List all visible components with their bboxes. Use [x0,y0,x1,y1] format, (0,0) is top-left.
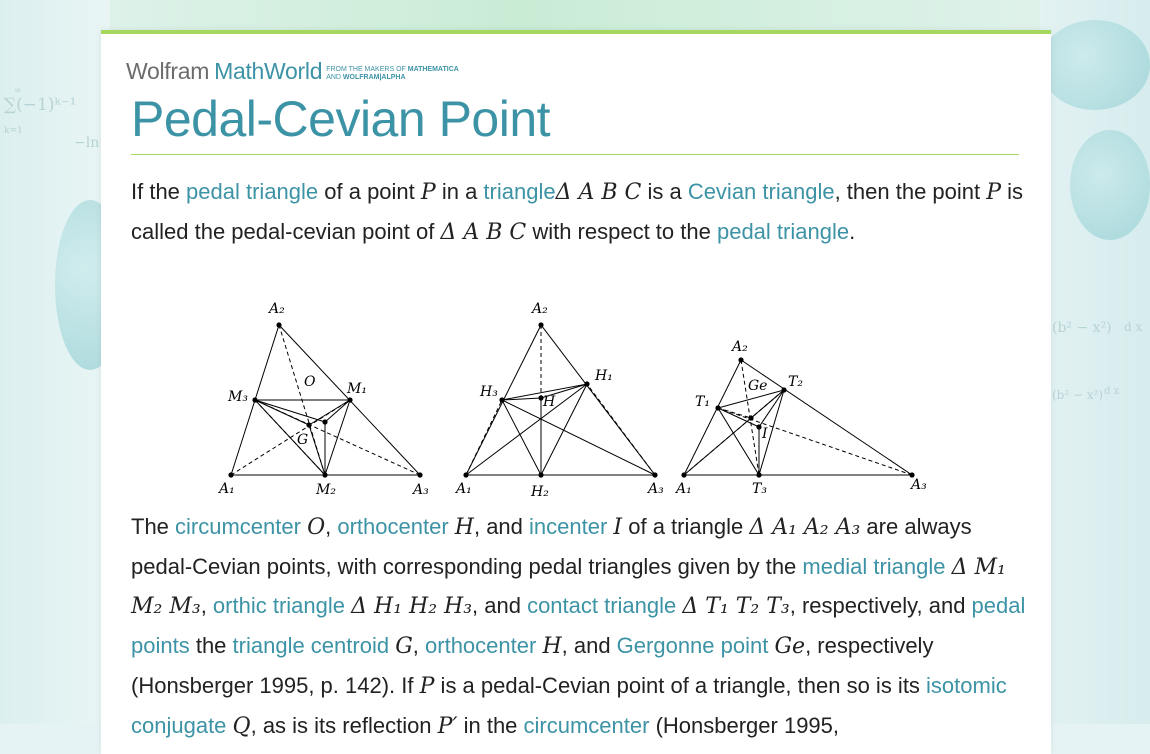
label-right-a1: A₁ [676,481,692,497]
link-gergonne-point[interactable]: Gergonne point [616,633,769,659]
title-divider [131,154,1019,155]
label-left-a2: A₂ [269,301,285,317]
math-triangle-t: Δ T₁ T₂ T₃ [682,594,790,620]
link-circumcenter[interactable]: circumcenter [523,712,650,738]
body-paragraph: The circumcenter O, orthocenter H, and incenter I of a triangle Δ A₁ A₂ A₃ are always pedal-Cevian points, with corresponding pedal triangles given by the medial triangle Δ M₁ M₂ M₃, orthic triangle Δ H₁ H₂ H₃, and contact triangle Δ T₁ T₂ T₃, respectively, and pedal points the triangle centroid G, orthocenter H, and Gergonne point Ge, respectively (Honsberger 1995, p. 142). If P is a pedal-Cevian point of a triangle, then so is its isotomic conjugate Q, as is its reflection P′ in the circumcenter (Honsberger 1995, [131,514,1026,739]
background-formula: d x [1124,320,1143,334]
label-right-t1: T₁ [695,394,710,410]
label-mid-h2: H₂ [531,484,549,500]
label-mid-a3: A₃ [648,481,664,497]
decorative-surface-shape [1040,20,1150,110]
math-o: O [307,515,326,540]
label-mid-h1: H₁ [595,368,613,384]
link-circumcenter[interactable]: circumcenter [175,514,301,539]
math-h: H [542,634,562,660]
background-formula: (b² − x²) [1052,388,1104,402]
logo-tagline: FROM THE MAKERS OF MATHEMATICA AND WOLFRAM|ALPHA [326,66,459,81]
label-mid-h: H [543,394,556,410]
mathworld-logo[interactable] [126,59,459,85]
label-right-a2: A₂ [732,339,748,355]
math-triangle-m: Δ M₁ M₂ M₃ [131,554,1006,620]
pedal-cevian-figure [211,266,941,500]
label-right-t3: T₃ [752,481,767,497]
decorative-surface-shape [1070,130,1150,240]
background-formula: (b² − x²) [1052,320,1112,336]
math-triangle-a: Δ A₁ A₂ A₃ [749,515,861,540]
link-triangle-centroid[interactable]: triangle centroid [232,633,390,659]
link-pedal-triangle[interactable]: pedal triangle [186,179,319,204]
label-left-m3: M₃ [228,389,248,405]
label-mid-a2: A₂ [532,301,548,317]
background-top-band [0,0,1150,32]
page-title: Pedal-Cevian Point [131,91,551,147]
intro-paragraph: If the pedal triangle of a point P in a triangleΔ A B C is a Cevian triangle, then the point P is called the pedal-cevian point of Δ A B C with respect to the pedal triangle. [131,179,1024,245]
link-medial-triangle[interactable]: medial triangle [802,553,946,579]
label-right-ge: Ge [748,378,768,394]
math-p-prime: P′ [437,713,458,739]
link-cevian-triangle[interactable]: Cevian triangle [687,179,835,204]
math-triangle-abc: Δ A B C [555,180,642,205]
logo-mathworld: MathWorld [214,58,323,84]
math-triangle-abc: Δ A B C [440,219,527,245]
link-triangle[interactable]: triangle [483,179,556,204]
math-q: Q [232,713,251,739]
logo-wolfram: Wolfram [126,58,210,84]
math-triangle-h: Δ H₁ H₂ H₃ [351,594,473,620]
link-orthic-triangle[interactable]: orthic triangle [212,593,345,619]
math-p: P [419,673,435,699]
background-formula: ∞ [14,86,22,96]
label-right-i: I [762,426,768,442]
math-g: G [395,634,413,660]
math-h: H [454,515,474,540]
label-left-m1: M₁ [347,381,367,397]
label-mid-h3: H₃ [480,384,498,400]
link-isotomic-conjugate[interactable]: isotomic conjugate [131,672,1007,738]
link-contact-triangle[interactable]: contact triangle [527,593,677,619]
label-left-a3: A₃ [413,482,429,498]
link-orthocenter[interactable]: orthocenter [425,633,537,659]
background-formula: ∑(−1)ᵏ⁻¹ [4,95,77,115]
background-formula: k=1 [4,126,23,136]
link-incenter[interactable]: incenter [529,514,608,539]
label-left-m2: M₂ [316,482,336,498]
math-p: P [420,180,436,205]
label-left-o: O [304,374,316,390]
label-right-a3: A₃ [911,477,927,493]
background-formula: d x [1104,386,1120,397]
link-pedal-triangle[interactable]: pedal triangle [716,218,850,244]
math-i: I [613,515,623,540]
label-left-a1: A₁ [219,481,235,497]
label-mid-a1: A₁ [456,481,472,497]
link-orthocenter[interactable]: orthocenter [337,514,449,539]
label-right-t2: T₂ [788,374,803,390]
math-p: P [986,180,1002,205]
background-formula: −ln [74,135,100,151]
link-pedal-points[interactable]: pedal points [131,593,1026,659]
math-ge: Ge [774,634,806,660]
content-card [101,30,1051,754]
label-left-g: G [297,432,309,448]
